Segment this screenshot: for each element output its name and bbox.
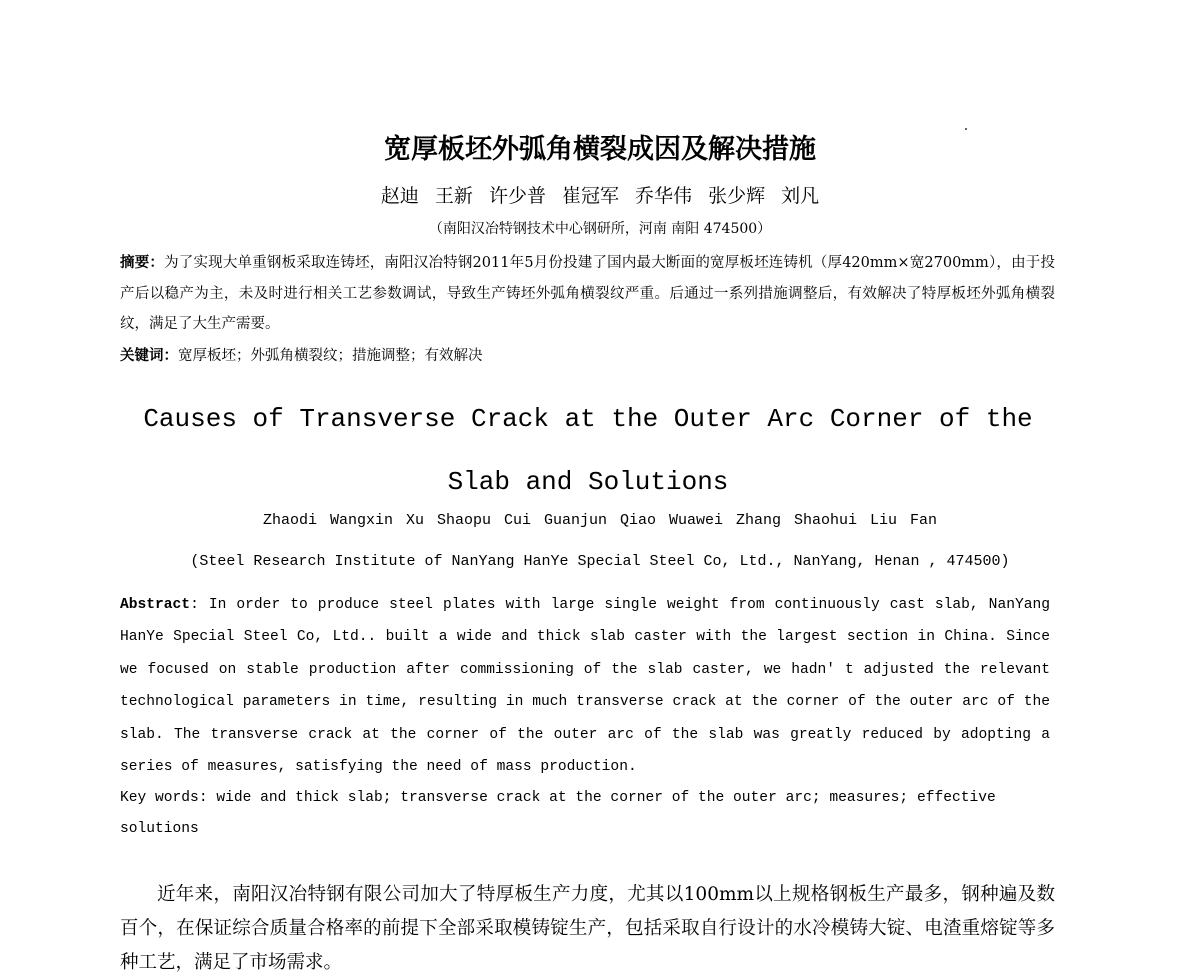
body-paragraph: 近年来，南阳汉冶特钢有限公司加大了特厚板生产力度，尤其以100mm以上规格钢板生产最多，钢种遍及数百个，在保证综合质量合格率的前提下全部采取模铸锭生产，包括采取自行设计的水冷模铸大锭、电渣重熔锭等多种工艺，满足了市场需求。 bbox=[120, 884, 1055, 973]
speck bbox=[965, 128, 967, 130]
paper-title-en: Causes of Transverse Crack at the Outer Arc Corner of the Slab and Solutions bbox=[143, 404, 1033, 497]
affiliation-cn: （南阳汉冶特钢技术中心钢研所，河南 南阳 474500） bbox=[428, 221, 772, 237]
paper-title-cn: 宽厚板坯外弧角横裂成因及解决措施 bbox=[384, 134, 816, 165]
keywords-cn-label: 关键词： bbox=[120, 347, 178, 364]
abstract-en-label: Abstract bbox=[120, 597, 191, 613]
abstract-en bbox=[120, 589, 1050, 783]
abstract-cn bbox=[120, 248, 1055, 340]
keywords-en: Key words: wide and thick slab; transverse crack at the corner of the outer arc; measures; effective solutions bbox=[120, 790, 996, 837]
affiliation-en: (Steel Research Institute of NanYang HanYe Special Steel Co, Ltd., NanYang, Henan , 474500) bbox=[190, 553, 1010, 570]
abstract-cn-label: 摘要： bbox=[120, 254, 165, 271]
keywords-cn-text: 宽厚板坯；外弧角横裂纹；措施调整；有效解决 bbox=[178, 348, 483, 364]
abstract-cn-text: 为了实现大单重钢板采取连铸坯，南阳汉冶特钢2011年5月份投建了国内最大断面的宽厚板坯连铸机（厚420mm×宽2700mm），由于投产后以稳产为主，未及时进行相关工艺参数调试，导致生产铸坯外弧角横裂纹严重。后通过一系列措施调整后，有效解决了特厚板坯外弧角横裂纹，满足了大生产需要。 bbox=[120, 255, 1055, 332]
keywords-cn bbox=[120, 341, 1055, 371]
authors-en: Zhaodi Wangxin Xu Shaopu Cui Guanjun Qiao Wuawei Zhang Shaohui Liu Fan bbox=[262, 512, 938, 529]
authors-cn: 赵迪 王新 许少普 崔冠军 乔华伟 张少辉 刘凡 bbox=[380, 185, 820, 207]
abstract-en-text: : In order to produce steel plates with large single weight from continuously cast slab, NanYang HanYe Special Steel Co, Ltd.. built a wide and thick slab caster with the largest section in China. Since we focused on stable production after commissioning of the slab caster, we hadn' t adjusted the relevant technological parameters in time, resulting in much transverse crack at the corner of the outer arc of the slab. The transverse crack at the corner of the outer arc of the slab was greatly reduced by adopting a series of measures, satisfying the need of mass production. bbox=[120, 597, 1050, 776]
